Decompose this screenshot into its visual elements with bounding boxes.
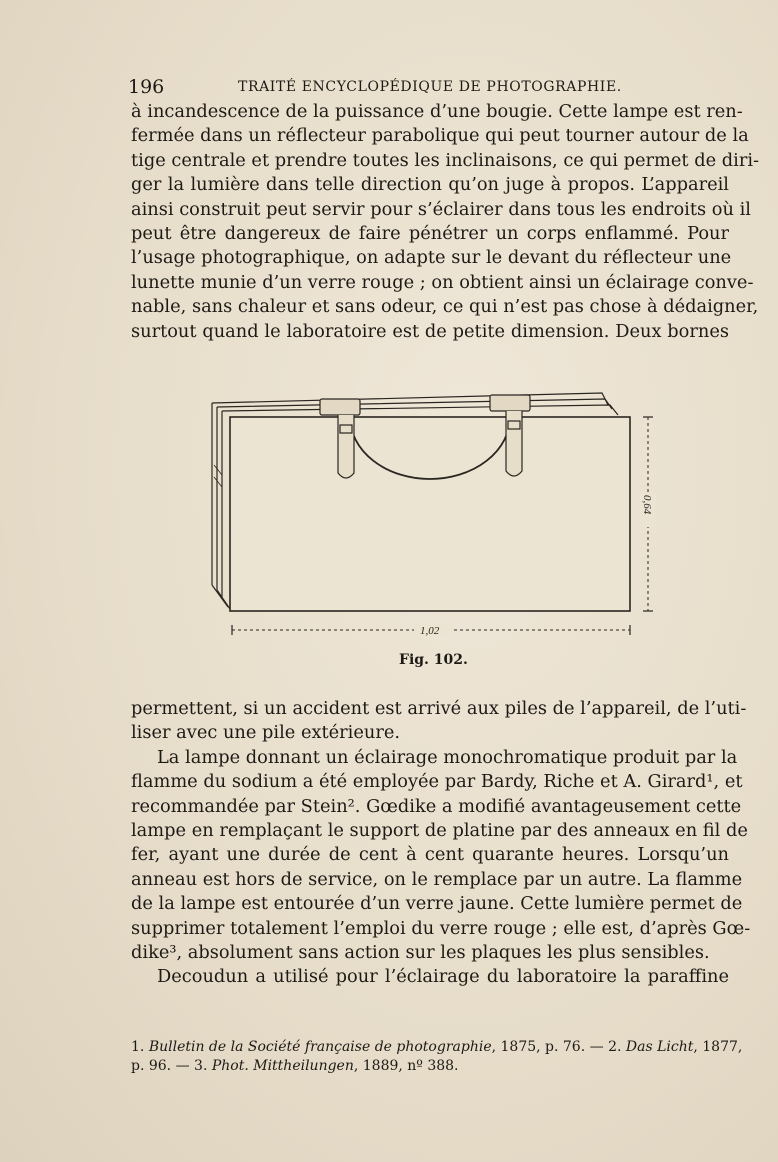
- text-line: nable, sans chaleur et sans odeur, ce qui n’est pas chose à dédaigner,: [131, 296, 759, 318]
- text-line: de la lampe est entourée d’un verre jaune. Cette lumière permet de: [131, 893, 743, 915]
- text-line: recommandée par Stein². Gœdike a modifié avantageusement cette: [131, 795, 742, 817]
- height-dimension-label: 0,64: [641, 495, 653, 515]
- text-line: liser avec une pile extérieure.: [131, 722, 401, 744]
- footnote-line: [131, 1038, 743, 1057]
- footnote-line: [131, 1057, 729, 1076]
- footnote-number: 3.: [194, 1058, 208, 1074]
- footnote-ref: , 1875, p. 76. —: [491, 1039, 604, 1055]
- text-line: flamme du sodium a été employée par Bardy, Riche et A. Girard¹, et: [131, 771, 743, 793]
- text-line: dike³, absolument sans action sur les plaques les plus sensibles.: [131, 941, 710, 963]
- text-line: ger la lumière dans telle direction qu’on juge à propos. L’appareil: [131, 174, 729, 196]
- text-line: supprimer totalement l’emploi du verre rouge ; elle est, d’après Gœ-: [131, 917, 751, 939]
- text-line: lunette munie d’un verre rouge ; on obtient ainsi un éclairage conve-: [131, 271, 754, 293]
- paragraph-bottom: [131, 697, 751, 990]
- text-line: fermée dans un réflecteur parabolique qui peut tourner autour de la: [131, 125, 749, 147]
- figure-caption: Fig. 102.: [399, 652, 468, 668]
- footnote-ref: , 1877,: [693, 1039, 743, 1055]
- text-line: à incandescence de la puissance d’une bougie. Cette lampe est ren-: [131, 101, 743, 122]
- text-line: La lampe donnant un éclairage monochromatique produit par la: [157, 746, 738, 768]
- figure-illustration: [200, 385, 670, 645]
- case-illustration: [200, 385, 670, 645]
- paragraph-top: [131, 100, 760, 344]
- footnote-title: Phot. Mittheilungen: [211, 1058, 354, 1074]
- footnote-number: 1.: [131, 1039, 145, 1055]
- text-line: peut être dangereux de faire pénétrer un corps enflammé. Pour: [131, 222, 729, 244]
- text-line: surtout quand le laboratoire est de petite dimension. Deux bornes: [131, 320, 729, 342]
- footnote-pages: p. 96. —: [131, 1058, 190, 1074]
- text-line: l’usage photographique, on adapte sur le devant du réflecteur une: [131, 247, 732, 269]
- footnotes: [131, 1038, 743, 1076]
- width-dimension-label: 1,02: [420, 625, 440, 637]
- footnote-title: Das Licht: [625, 1039, 694, 1055]
- text-line: permettent, si un accident est arrivé aux piles de l’appareil, de l’uti-: [131, 698, 747, 719]
- text-line: anneau est hors de service, on le remplace par un autre. La flamme: [131, 868, 743, 890]
- page-number: 196: [128, 76, 165, 98]
- page-header: [128, 76, 728, 100]
- footnote-number: 2.: [608, 1039, 622, 1055]
- footnote-title: Bulletin de la Société française de photographie: [148, 1039, 492, 1055]
- text-line: ainsi construit peut servir pour s’éclairer dans tous les endroits où il: [131, 198, 751, 220]
- text-line: lampe en remplaçant le support de platine par des anneaux en fil de: [131, 819, 748, 841]
- running-title: TRAITÉ ENCYCLOPÉDIQUE DE PHOTOGRAPHIE.: [238, 79, 622, 95]
- footnote-ref: , 1889, nº 388.: [353, 1058, 459, 1074]
- text-line: tige centrale et prendre toutes les inclinaisons, ce qui permet de diri-: [131, 149, 760, 171]
- text-line: fer, ayant une durée de cent à cent quarante heures. Lorsqu’un: [131, 844, 729, 866]
- text-line: Decoudun a utilisé pour l’éclairage du laboratoire la paraffine: [157, 966, 729, 988]
